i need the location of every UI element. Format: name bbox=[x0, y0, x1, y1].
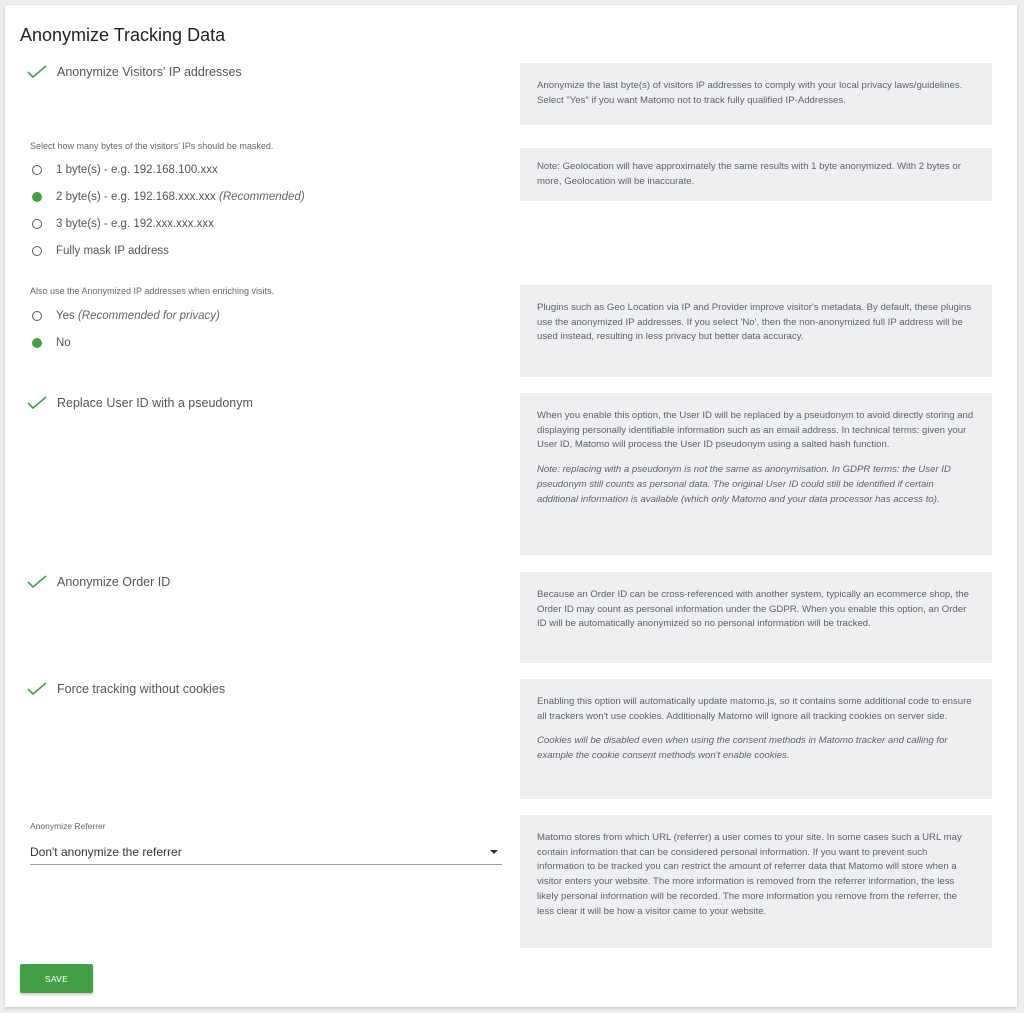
anonymize-tracking-card bbox=[5, 5, 1017, 1007]
enrich-visits-label: Also use the Anonymized IP addresses when enriching visits. bbox=[30, 286, 274, 296]
pseudonym-user-id-checkbox[interactable] bbox=[27, 396, 253, 410]
radio-circle-selected bbox=[32, 338, 42, 348]
anonymize-referrer-help: Matomo stores from which URL (referrer) a user comes to your site. In some cases such a URL may contain information that can be considered personal information. If you want to prevent such information to be tracked you can restrict the amount of referrer data that Matomo will store when a visitor enters your website. The more information is removed from the referrer information, the less likely personal information will be recorded. The more information you remove from the referrer, the less clear it will be how a visitor came to your website. bbox=[520, 815, 992, 948]
radio-circle bbox=[32, 311, 42, 321]
radio-label: Yes (Recommended for privacy) bbox=[56, 310, 220, 322]
checkmark-icon bbox=[27, 682, 49, 696]
force-no-cookies-help: Enabling this option will automatically update matomo.js, so it contains some additional code to ensure all trackers won't use cookies. Additionally Matomo will ignore all tracking cookies on server side. Cookies will be disabled even when using the consent methods in Matomo tracker and calling for example the cookie consent methods won't enable cookies. bbox=[520, 679, 992, 799]
radio-circle-selected bbox=[32, 192, 42, 202]
checkmark-icon bbox=[27, 575, 49, 589]
anonymize-referrer-select[interactable] bbox=[30, 840, 502, 865]
mask-1-byte-radio[interactable] bbox=[32, 161, 218, 179]
pseudonym-user-id-help: When you enable this option, the User ID will be replaced by a pseudonym to avoid directly storing and displaying personally identifiable information such as an email address. In technical terms: given your User ID, Matomo will process the User ID pseudonym using a salted hash function. Note: replacing with a pseudonym is not the same as anonymisation. In GDPR terms: the User ID pseudonym still counts as personal data. The original User ID could still be identified if certain additional information is available (which only Matomo and your data processor has access to). bbox=[520, 393, 992, 555]
mask-full-ip-radio[interactable] bbox=[32, 242, 169, 260]
save-button[interactable]: SAVE bbox=[20, 964, 93, 993]
radio-label: 3 byte(s) - e.g. 192.xxx.xxx.xxx bbox=[56, 218, 214, 230]
anonymize-ip-help: Anonymize the last byte(s) of visitors IP addresses to comply with your local privacy laws/guidelines. Select "Yes" if you want Matomo not to track fully qualified IP-Addresses. bbox=[520, 63, 992, 125]
enrich-visits-help: Plugins such as Geo Location via IP and Provider improve visitor's metadata. By default, these plugins use the anonymized IP addresses. If you select 'No', then the non-anonymized full IP address will be used instead, resulting in less privacy but better data accuracy. bbox=[520, 285, 992, 377]
anonymize-referrer-value: Don't anonymize the referrer bbox=[30, 845, 182, 859]
page-title: Anonymize Tracking Data bbox=[20, 25, 226, 45]
radio-circle bbox=[32, 246, 42, 256]
anonymize-order-id-checkbox[interactable] bbox=[27, 575, 170, 589]
mask-bytes-help: Note: Geolocation will have approximately the same results with 1 byte anonymized. With 2 bytes or more, Geolocation will be inaccurate. bbox=[520, 148, 992, 201]
anonymize-ip-label: Anonymize Visitors' IP addresses bbox=[57, 65, 242, 79]
radio-label: 1 byte(s) - e.g. 192.168.100.xxx bbox=[56, 164, 218, 176]
enrich-yes-radio[interactable] bbox=[32, 307, 220, 325]
radio-label: No bbox=[56, 337, 71, 349]
radio-label: Fully mask IP address bbox=[56, 245, 169, 257]
anonymize-order-id-help: Because an Order ID can be cross-referenced with another system, typically an ecommerce shop, the Order ID may count as personal information under the GDPR. When you enable this option, an Order ID will be automatically anonymized so no personal information will be tracked. bbox=[520, 572, 992, 663]
pseudonym-user-id-label: Replace User ID with a pseudonym bbox=[57, 396, 253, 410]
checkmark-icon bbox=[27, 396, 49, 410]
force-no-cookies-checkbox[interactable] bbox=[27, 682, 225, 696]
radio-circle bbox=[32, 165, 42, 175]
enrich-no-radio[interactable] bbox=[32, 334, 71, 352]
anonymize-referrer-field bbox=[30, 821, 502, 865]
anonymize-order-id-label: Anonymize Order ID bbox=[57, 575, 171, 589]
mask-2-bytes-radio[interactable] bbox=[32, 188, 305, 206]
radio-label: 2 byte(s) - e.g. 192.168.xxx.xxx (Recommended) bbox=[56, 191, 305, 203]
checkmark-icon bbox=[27, 65, 49, 79]
anonymize-ip-checkbox[interactable] bbox=[27, 65, 242, 79]
caret-down-icon bbox=[490, 850, 498, 854]
anonymize-referrer-label: Anonymize Referrer bbox=[30, 821, 106, 831]
radio-circle bbox=[32, 219, 42, 229]
mask-3-bytes-radio[interactable] bbox=[32, 215, 214, 233]
mask-bytes-label: Select how many bytes of the visitors' IPs should be masked. bbox=[30, 141, 274, 151]
force-no-cookies-label: Force tracking without cookies bbox=[57, 682, 226, 696]
